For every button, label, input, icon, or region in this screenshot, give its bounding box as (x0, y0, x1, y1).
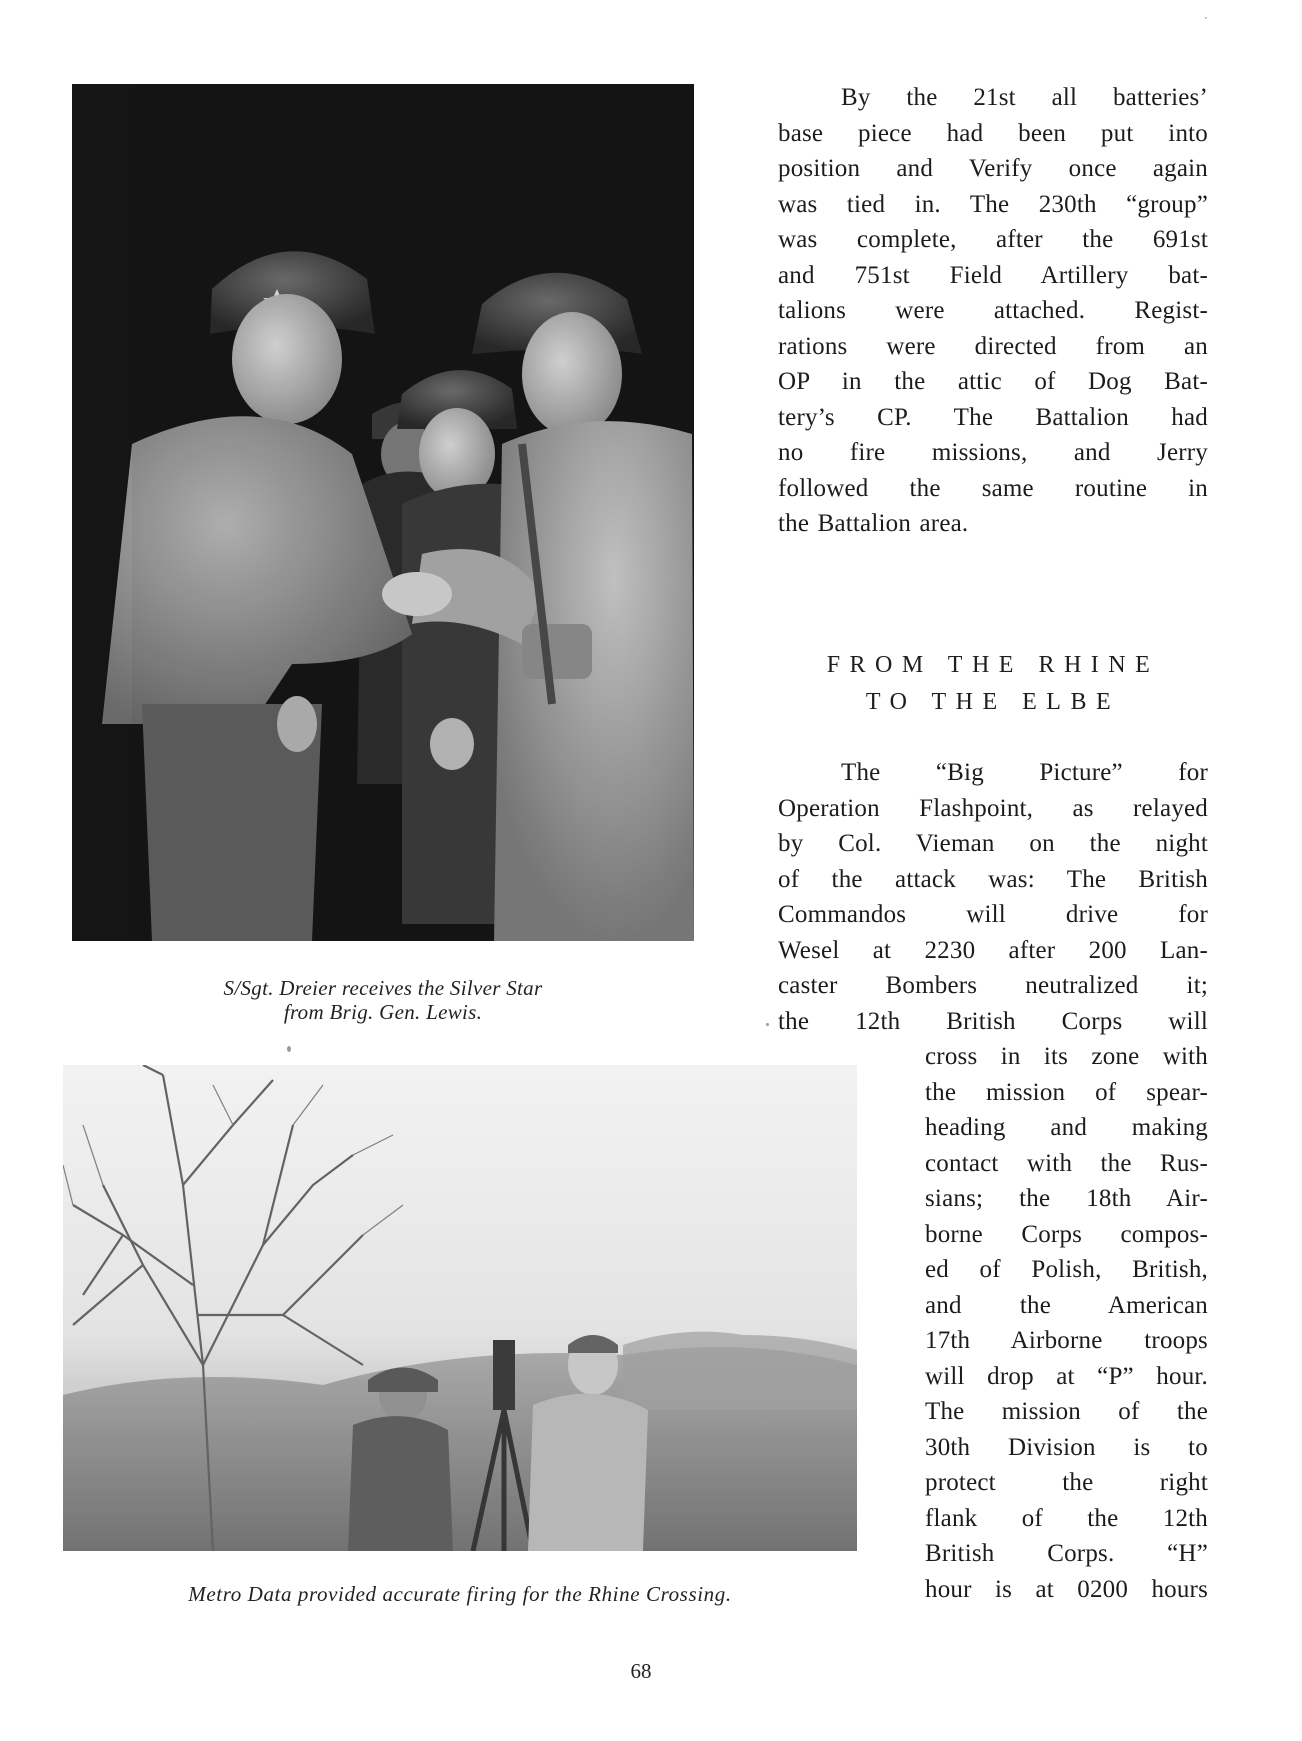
text-line: was tied in. The 230th “group” (778, 190, 1208, 218)
text-line: British Corps. “H” (925, 1540, 1208, 1567)
text-line: borne Corps compos- (925, 1220, 1208, 1248)
scan-dot (766, 1023, 769, 1026)
text-line: 30th Division is to (925, 1433, 1208, 1461)
text-line: The mission of the (925, 1398, 1208, 1425)
text-line: Wesel at 2230 after 200 Lan- (778, 936, 1208, 964)
text-line: followed the same routine in (778, 474, 1208, 502)
caption-silver-star (83, 976, 683, 1024)
ceremony-photo-illustration (72, 84, 694, 941)
scan-dot (1205, 17, 1207, 19)
text-line: Commandos will drive for (778, 901, 1208, 928)
text-line: protect the right (925, 1469, 1208, 1496)
metro-photo-illustration (63, 1065, 857, 1551)
text-line: The “Big Picture” for (841, 759, 1208, 786)
scan-dot (287, 1046, 291, 1052)
section-heading-line: FROM THE RHINE (826, 652, 1160, 678)
text-line: no fire missions, and Jerry (778, 439, 1208, 466)
text-line: caster Bombers neutralized it; (778, 972, 1208, 999)
section-heading-line: TO THE ELBE (865, 689, 1121, 715)
text-line: and the American (925, 1291, 1208, 1319)
text-line: ed of Polish, British, (925, 1256, 1208, 1283)
text-line: cross in its zone with (925, 1043, 1208, 1070)
text-line: will drop at “P” hour. (925, 1362, 1208, 1390)
text-line: Operation Flashpoint, as relayed (778, 794, 1208, 822)
text-line: flank of the 12th (925, 1504, 1208, 1532)
text-line: hour is at 0200 hours (925, 1575, 1208, 1603)
photo-metro-data-crew (63, 1065, 857, 1551)
page-number: 68 (630, 1659, 652, 1683)
photo-silver-star-ceremony (72, 84, 694, 941)
text-line: rations were directed from an (778, 332, 1208, 360)
text-line: heading and making (925, 1114, 1208, 1141)
text-line: talions were attached. Regist- (778, 297, 1208, 324)
text-line: By the 21st all batteries’ (841, 84, 1208, 111)
text-line: position and Verify once again (778, 155, 1208, 182)
text-line: the mission of spear- (925, 1078, 1208, 1106)
text-line: the 12th British Corps will (778, 1007, 1208, 1035)
text-line: of the attack was: The British (778, 865, 1208, 893)
text-line: base piece had been put into (778, 119, 1208, 147)
caption-line: S/Sgt. Dreier receives the Silver Star (223, 976, 543, 1000)
text-line: tery’s CP. The Battalion had (778, 403, 1208, 431)
text-line: and 751st Field Artillery bat- (778, 261, 1208, 289)
text-line: OP in the attic of Dog Bat- (778, 368, 1208, 395)
text-line: 17th Airborne troops (925, 1327, 1208, 1354)
text-line: sians; the 18th Air- (925, 1185, 1208, 1212)
text-line: by Col. Vieman on the night (778, 830, 1208, 857)
text-line: was complete, after the 691st (778, 226, 1208, 253)
caption-metro-data (60, 1582, 860, 1606)
text-line: the Battalion area. (778, 510, 969, 537)
caption-line: Metro Data provided accurate firing for the Rhine Crossing. (188, 1582, 732, 1606)
caption-line: from Brig. Gen. Lewis. (283, 1000, 483, 1024)
text-line: contact with the Rus- (925, 1149, 1208, 1177)
